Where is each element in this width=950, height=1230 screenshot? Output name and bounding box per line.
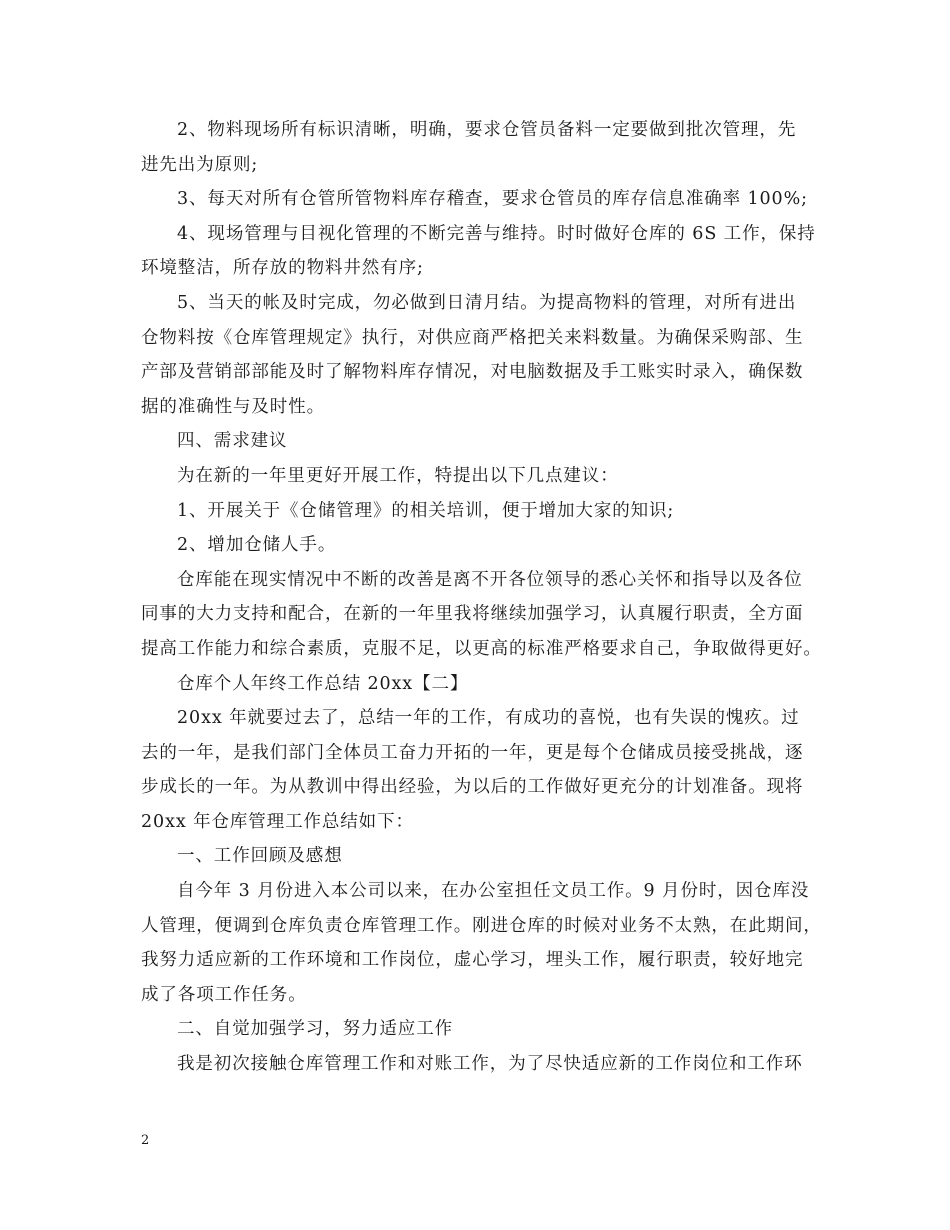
text-line: 仓库个人年终工作总结 20xx【二】 [177, 673, 469, 694]
text-line: 人管理，便调到仓库负责仓库管理工作。刚进仓库的时候对业务不太熟，在此期间， [141, 915, 822, 936]
text-line: 步成长的一年。为从教训中得出经验，为以后的工作做好更充分的计划准备。现将 [141, 777, 804, 798]
text-line: 提高工作能力和综合素质，克服不足，以更高的标准严格要求自己，争取做得更好。 [141, 638, 822, 659]
text-line: 一、工作回顾及感想 [177, 846, 343, 867]
text-line: 同事的大力支持和配合，在新的一年里我将继续加强学习，认真履行职责，全方面 [141, 604, 804, 625]
page-number: 2 [141, 1133, 150, 1148]
text-line: 4、现场管理与目视化管理的不断完善与维持。时时做好仓库的 6S 工作，保持 [177, 223, 816, 244]
text-line: 去的一年，是我们部门全体员工奋力开拓的一年，更是每个仓储成员接受挑战，逐 [141, 742, 804, 763]
document-body [141, 113, 822, 1082]
text-line: 自今年 3 月份进入本公司以来，在办公室担任文员工作。9 月份时，因仓库没 [177, 881, 810, 902]
text-line: 20xx 年仓库管理工作总结如下： [141, 811, 414, 832]
text-line: 3、每天对所有仓管所管物料库存稽查，要求仓管员的库存信息准确率 100%; [177, 189, 808, 210]
text-line: 据的准确性与及时性。 [141, 396, 325, 417]
text-line: 仓库能在现实情况中不断的改善是离不开各位领导的悉心关怀和指导以及各位 [177, 569, 803, 590]
text-line: 产部及营销部部能及时了解物料库存情况，对电脑数据及手工账实时录入，确保数 [141, 362, 804, 383]
text-line: 四、需求建议 [177, 431, 288, 452]
text-line: 进先出为原则; [141, 154, 259, 175]
text-line: 仓物料按《仓库管理规定》执行，对供应商严格把关来料数量。为确保采购部、生 [141, 327, 804, 348]
text-line: 我是初次接触仓库管理工作和对账工作，为了尽快适应新的工作岗位和工作环 [177, 1054, 803, 1075]
text-line: 为在新的一年里更好开展工作，特提出以下几点建议： [177, 465, 619, 486]
text-line: 2、物料现场所有标识清晰，明确，要求仓管员备料一定要做到批次管理，先 [177, 120, 797, 140]
text-line: 我努力适应新的工作环境和工作岗位，虚心学习，埋头工作，履行职责，较好地完 [141, 950, 804, 971]
text-line: 环境整洁，所存放的物料井然有序; [141, 258, 424, 279]
text-line: 二、自觉加强学习，努力适应工作 [177, 1019, 453, 1040]
text-line: 5、当天的帐及时完成，勿必做到日清月结。为提高物料的管理，对所有进出 [177, 292, 797, 313]
text-line: 2、增加仓储人手。 [177, 535, 337, 556]
text-line: 20xx 年就要过去了，总结一年的工作，有成功的喜悦，也有失误的愧疚。过 [177, 708, 800, 729]
text-line: 成了各项工作任务。 [141, 984, 307, 1005]
text-line: 1、开展关于《仓储管理》的相关培训，便于增加大家的知识; [177, 500, 675, 521]
